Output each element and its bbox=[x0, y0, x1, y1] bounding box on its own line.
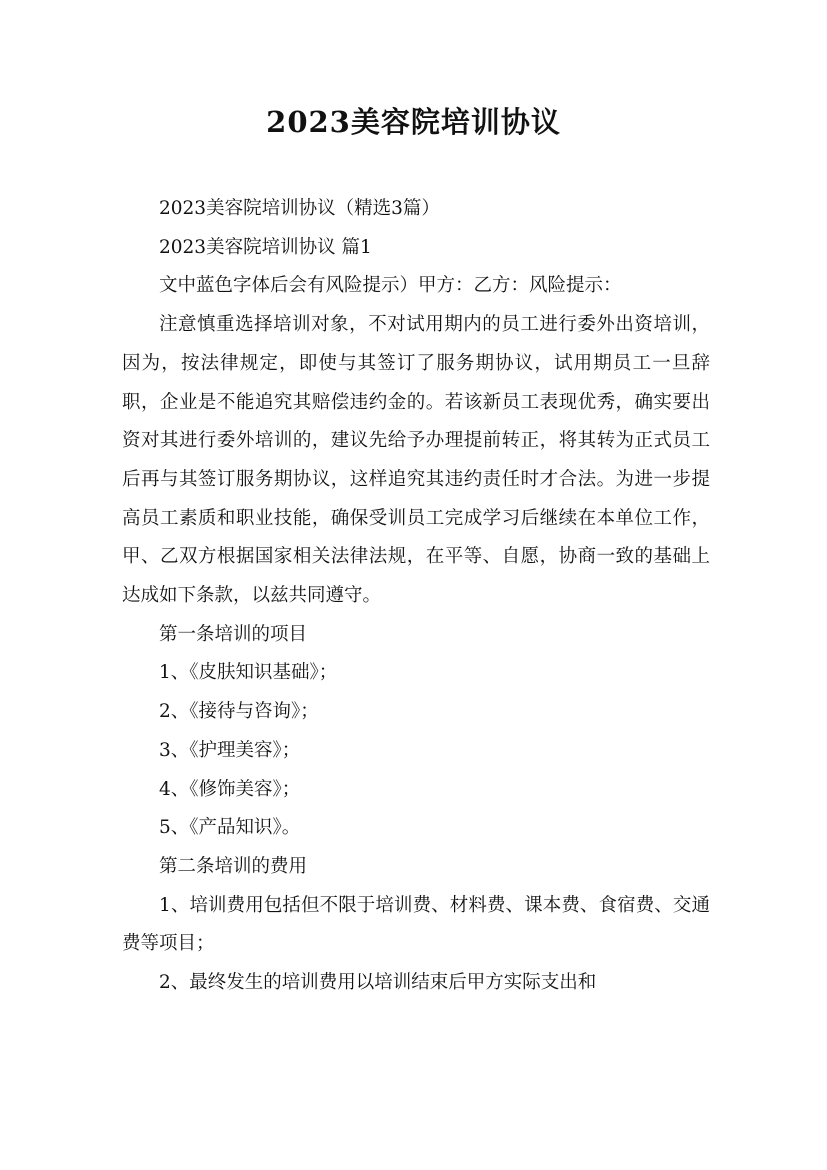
intro-paragraph: 文中蓝色字体后会有风险提示）甲方：乙方：风险提示： bbox=[159, 275, 622, 297]
list-item: 4、《修饰美容》； bbox=[159, 778, 301, 800]
document-body bbox=[122, 190, 710, 1003]
list-item: 5、《产品知识》。 bbox=[159, 817, 301, 839]
subtitle-paragraph: 2023美容院培训协议（精选3篇） bbox=[159, 198, 440, 219]
list-item: 3、《护理美容》； bbox=[159, 739, 301, 761]
body-paragraph: 注意慎重选择培训对象，不对试用期内的员工进行委外出资培训，因为，按法律规定，即使与其签订了服务期协议，试用期员工一旦辞职，企业是不能追究其赔偿违约金的。若该新员工表现优秀，确实要出资对其进行委外培训的，建议先给予办理提前转正，将其转为正式员工后再与其签订服务期协议，这样追究其违约责任时才合法。为进一步提高员工素质和职业技能，确保受训员工完成学习后继续在本单位工作，甲、乙双方根据国家相关法律法规，在平等、自愿，协商一致的基础上达成如下条款，以兹共同遵守。 bbox=[122, 314, 710, 607]
document-title: 2023美容院培训协议 bbox=[266, 105, 561, 139]
list-item: 2、《接待与咨询》； bbox=[159, 701, 319, 723]
section-heading: 2023美容院培训协议 篇1 bbox=[159, 236, 372, 258]
body-paragraph: 1、培训费用包括但不限于培训费、材料费、课本费、食宿费、交通费等项目； bbox=[122, 894, 710, 955]
article-heading: 第二条培训的费用 bbox=[159, 855, 308, 877]
body-paragraph: 2、最终发生的培训费用以培训结束后甲方实际支出和 bbox=[159, 972, 597, 994]
article-heading: 第一条培训的项目 bbox=[159, 623, 308, 645]
list-item: 1、《皮肤知识基础》； bbox=[159, 662, 338, 684]
